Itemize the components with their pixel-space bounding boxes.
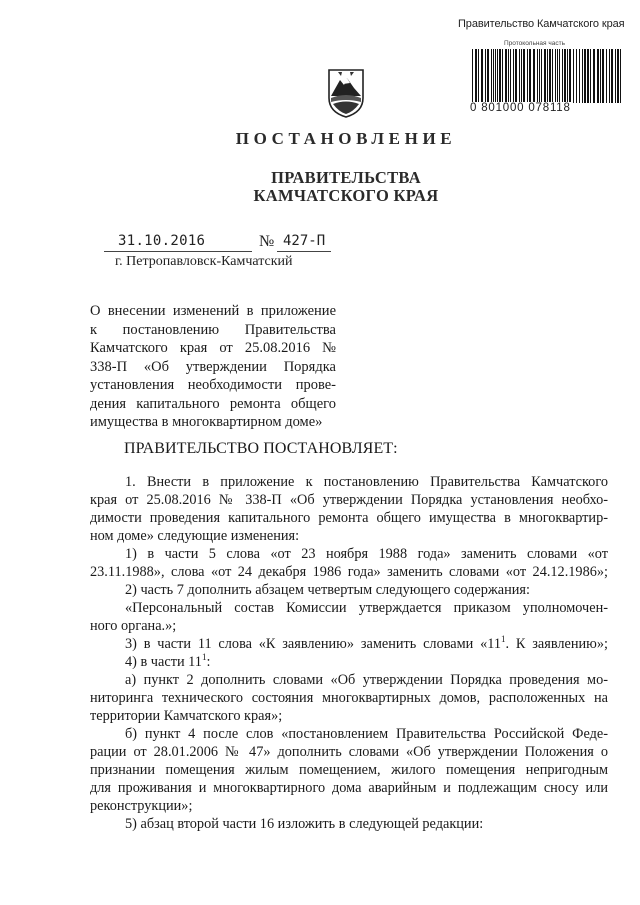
- subject-line: Камчатского края от 25.08.2016 №: [90, 340, 336, 356]
- body-text: . К заявлению»;: [505, 636, 608, 652]
- registration-stamp: [452, 18, 628, 114]
- body-text: :: [206, 654, 211, 670]
- document-subject: [90, 302, 336, 432]
- subject-line: дения капитального ремонта общего: [90, 395, 336, 412]
- body-line: [125, 635, 608, 653]
- issuer-line-2: КАМЧАТСКОГО КРАЯ: [253, 186, 439, 205]
- body-text: 4) в части 11: [125, 654, 202, 670]
- body-line: для проживания и многоквартирного дома аварийным и подлежащим сносу или: [90, 780, 608, 796]
- coat-of-arms-icon: [325, 68, 367, 118]
- body-line: «Персональный состав Комиссии утверждается приказом уполномочен-: [125, 600, 608, 616]
- stamp-organization: Правительство Камчатского края: [458, 18, 625, 30]
- body-text: 3) в части 11 слова «К заявлению» заменить словами «11: [125, 636, 502, 652]
- body-line: 23.11.1988», слова «от 24 декабря 1986 года» заменить словами «от 24.12.1986»;: [90, 564, 608, 580]
- body-line: 1) в части 5 слова «от 23 ноября 1988 года» заменить словами «от: [125, 546, 608, 562]
- subject-line: к постановлению Правительства: [90, 321, 336, 338]
- body-line: рации от 28.01.2006 № 47» дополнить словами «Об утверждении Положения о: [90, 744, 608, 760]
- body-line: ном доме» следующие изменения:: [90, 528, 300, 544]
- body-line: ного органа.»;: [90, 618, 177, 634]
- body-line: 5) абзац второй части 16 изложить в следующей редакции:: [125, 816, 484, 832]
- body-line: б) пункт 4 после слов «постановлением Правительства Российской Феде-: [125, 726, 608, 742]
- date-underline: [104, 251, 252, 252]
- subject-line: 338-П «Об утверждении Порядка: [90, 358, 336, 375]
- stamp-subtitle: Протокольная часть: [504, 40, 565, 47]
- superscript: 1: [201, 652, 207, 663]
- subject-line: имущества в многоквартирном доме»: [90, 414, 323, 430]
- body-line: [125, 653, 608, 671]
- number-label: №: [259, 233, 275, 250]
- body-line: признании помещения жилым помещением, жилого помещения непригодным: [90, 762, 608, 778]
- document-date: 31.10.2016: [118, 233, 206, 249]
- subject-line: установления необходимости прове-: [90, 377, 336, 393]
- number-underline: [277, 251, 331, 252]
- body-line: ниторинга технического состояния многоквартирных домов, расположенных на: [90, 690, 608, 706]
- barcode-icon: [472, 49, 625, 107]
- body-line: территории Камчатского края»;: [90, 708, 283, 724]
- issue-city: г. Петропавловск-Камчатский: [115, 254, 293, 269]
- body-line: реконструкции»;: [90, 798, 193, 814]
- barcode-number: 0 801000 078118: [470, 102, 571, 114]
- issuer-line-1: ПРАВИТЕЛЬСТВА: [271, 168, 421, 187]
- subject-line: О внесении изменений в приложение: [90, 303, 336, 319]
- decree-heading: ПРАВИТЕЛЬСТВО ПОСТАНОВЛЯЕТ:: [124, 440, 398, 457]
- body-line: а) пункт 2 дополнить словами «Об утверждении Порядка проведения мо-: [125, 672, 608, 688]
- document-title: ПОСТАНОВЛЕНИЕ: [235, 129, 457, 148]
- superscript: 1: [501, 634, 506, 645]
- body-line: димости проведения капитального ремонта общего имущества в многоквартир-: [90, 510, 608, 526]
- body-line: 2) часть 7 дополнить абзацем четвертым следующего содержания:: [125, 582, 530, 598]
- body-line: края от 25.08.2016 № 338-П «Об утверждении Порядка установления необхо-: [90, 492, 608, 508]
- body-line: 1. Внести в приложение к постановлению Правительства Камчатского: [125, 474, 608, 490]
- document-number: 427-П: [283, 233, 326, 249]
